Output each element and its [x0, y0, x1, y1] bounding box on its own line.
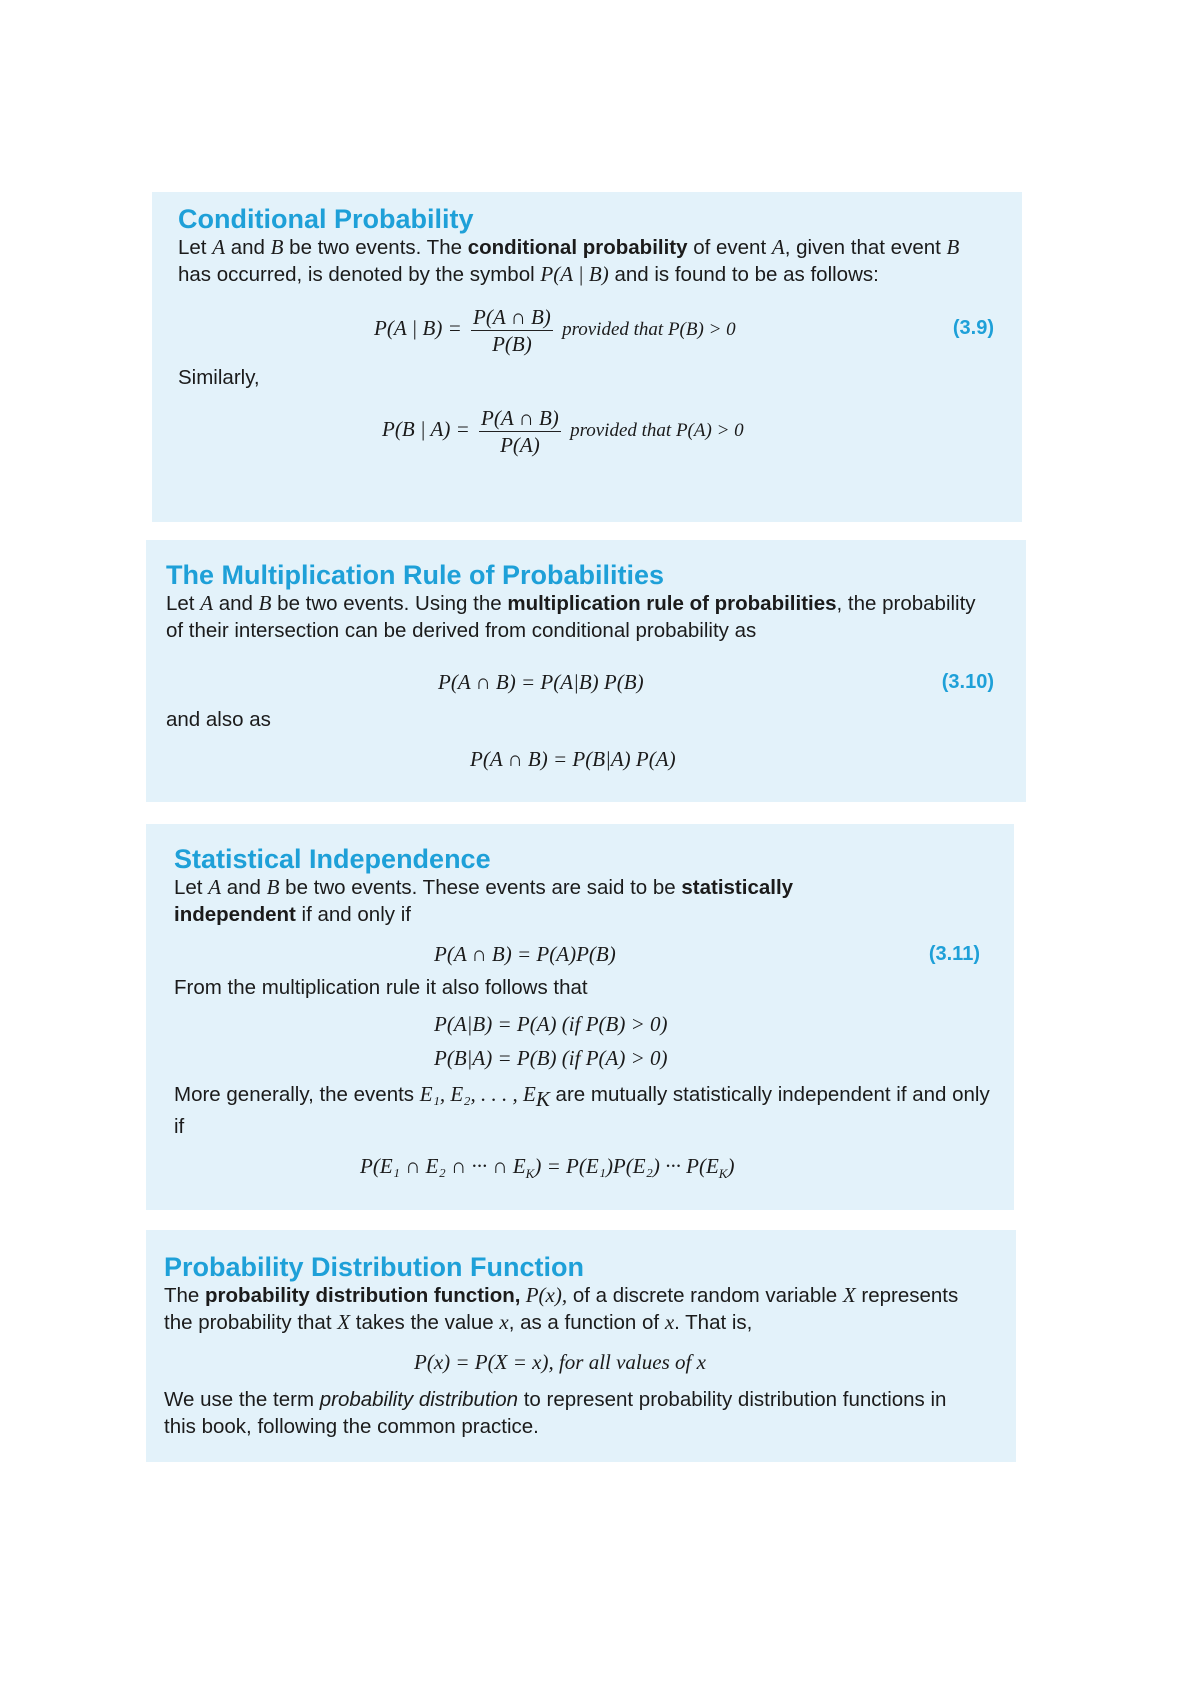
equation-3-10: P(A ∩ B) = P(A|B) P(B) (3.10): [166, 662, 1000, 702]
conditional-probability-title: Conditional Probability: [178, 204, 474, 234]
probability-distribution-definition: The probability distribution function, P(x), of a discrete random variable X represents the probability that X takes the value x, as a function of x. That is,: [164, 1283, 959, 1334]
equation-conditional-b-given-a: P(B | A) = $\frac{P(A \cap B)}{P(A)}$ provided that P(A) > 0: [382, 405, 744, 457]
distribution-note: We use the term probability distribution to represent probability distribution functions in this book, following the common practice.: [164, 1388, 947, 1438]
statistical-independence-definition: Let A and B be two events. These events are said to be statistically independent if and only if: [174, 875, 794, 926]
equation-multiplication-alt: P(A ∩ B) = P(B|A) P(A): [470, 747, 676, 771]
statistical-independence-title: Statistical Independence: [174, 844, 491, 874]
and-also-text: and also as: [166, 708, 271, 731]
generalization-text: More generally, the events E₁, E₂, . . . , $E_K$ are mutually statistically independent if and only if: [174, 1082, 990, 1139]
probability-distribution-box: [146, 1230, 1016, 1462]
follows-text: From the multiplication rule it also follows that: [174, 976, 588, 999]
statistical-independence-box: [146, 824, 1014, 1210]
similarly-text: Similarly,: [178, 366, 260, 389]
equation-independence-a: P(A|B) = P(A) (if P(B) > 0): [434, 1012, 668, 1036]
conditional-probability-definition: Let A and B be two events. The conditional probability of event A, given that event B has occurred, is denoted by the symbol P(A | B) and is found to be as follows:: [178, 235, 960, 286]
multiplication-rule-definition: Let A and B be two events. Using the multiplication rule of probabilities, the probability of their intersection can be derived from conditional probability as: [166, 591, 976, 642]
equation-number: (3.11): [928, 943, 980, 965]
fraction: $\frac{P(A \cap B)}{P(B)}$: [473, 304, 551, 356]
equation-mutual-independence: P(E₁ ∩ E₂ ∩ ··· ∩ $E_K) = P(E_1)P(E_2)$ ··· $P(E_K)$: [360, 1154, 735, 1182]
multiplication-rule-title: The Multiplication Rule of Probabilities: [166, 560, 665, 590]
equation-distribution-function: P(x) = P(X = x), for all values of x: [414, 1350, 706, 1374]
equation-number: (3.10): [941, 671, 994, 693]
equation-number: (3.9): [952, 317, 994, 339]
probability-distribution-title: Probability Distribution Function: [164, 1252, 584, 1282]
conditional-probability-box: [152, 192, 1022, 522]
equation-3-9: P(A | B) = $\frac{P(A \cap B)}{P(B)}$ provided that P(B) > 0 (3.9): [178, 296, 996, 360]
equation-independence-b: P(B|A) = P(B) (if P(A) > 0): [434, 1046, 668, 1070]
equation-3-11: P(A ∩ B) = P(A)P(B) (3.11): [174, 934, 988, 974]
fraction: $\frac{P(A \cap B)}{P(A)}$: [481, 405, 559, 457]
multiplication-rule-box: [146, 540, 1026, 802]
